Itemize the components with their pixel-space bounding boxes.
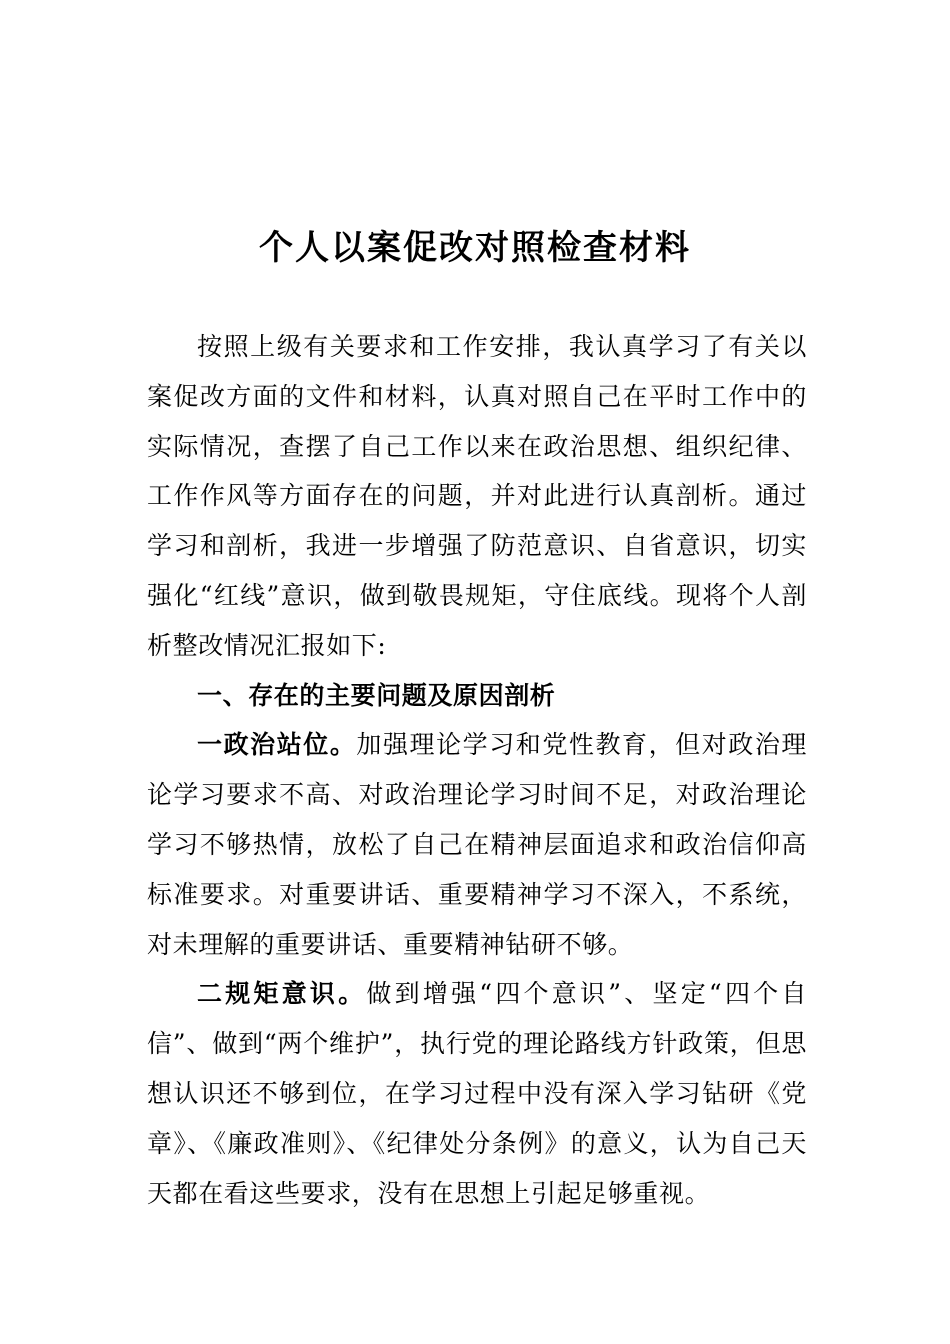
item-paragraph-rules <box>147 969 807 1218</box>
document-body <box>147 322 807 1218</box>
item-text-political: 加强理论学习和党性教育，但对政治理论学习要求不高、对政治理论学习时间不足，对政治理论学习不够热情，放松了自己在精神层面追求和政治信仰高标准要求。对重要讲话、重要精神学习不深入，不系统，对未理解的重要讲话、重要精神钻研不够。 <box>147 730 808 959</box>
intro-paragraph: 按照上级有关要求和工作安排，我认真学习了有关以案促改方面的文件和材料，认真对照自己在平时工作中的实际情况，查摆了自己工作以来在政治思想、组织纪律、工作作风等方面存在的问题，并对此进行认真剖析。通过学习和剖析，我进一步增强了防范意识、自省意识，切实强化“红线”意识，做到敬畏规矩，守住底线。现将个人剖析整改情况汇报如下: <box>147 332 807 660</box>
item-text-rules: 做到增强“四个意识”、坚定“四个自信”、做到“两个维护”，执行党的理论路线方针政策，但思想认识还不够到位，在学习过程中没有深入学习钻研《党章》、《廉政准则》、《纪律处分条例》的意义，认为自己天天都在看这些要求，没有在思想上引起足够重视。 <box>147 979 808 1208</box>
item-lead-rules: 二规矩意识。 <box>197 979 367 1009</box>
item-paragraph-political <box>147 720 807 969</box>
item-lead-political: 一政治站位。 <box>197 730 357 760</box>
section-heading: 一、存在的主要问题及原因剖析 <box>197 680 556 710</box>
document-title: 个人以案促改对照检查材料 <box>259 228 691 268</box>
